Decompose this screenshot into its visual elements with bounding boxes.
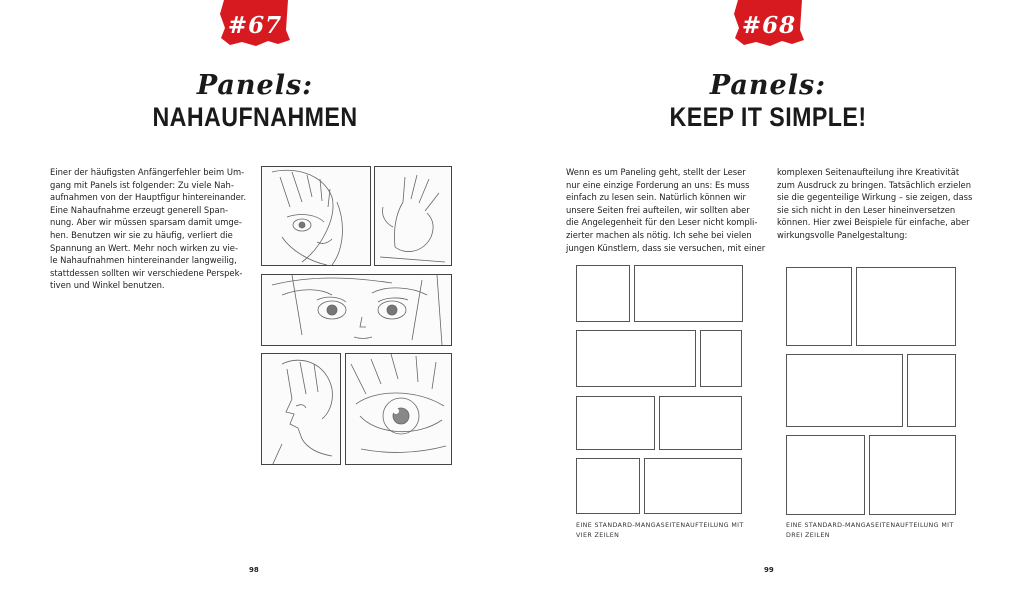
layout-panel <box>786 267 852 346</box>
text-line: sie sich nicht in den Leser hineinversetzen <box>777 204 956 215</box>
layout-panel <box>786 354 903 427</box>
layout-panel <box>856 267 956 346</box>
layout-panel <box>576 396 655 450</box>
layout-panel <box>869 435 956 515</box>
body-text <box>50 166 246 292</box>
sketch-panel-eyes <box>261 274 452 346</box>
text-line: komplexen Seitenaufteilung ihre Kreativität <box>777 167 960 177</box>
text-line: EINE STANDARD-MANGASEITENAUFTEILUNG MIT <box>786 522 954 529</box>
text-line: Wenn es um Paneling geht, stellt der Leser <box>566 167 746 177</box>
text-line: VIER ZEILEN <box>576 532 620 539</box>
page-title: KEEP IT SIMPLE! <box>669 102 867 132</box>
sketch-panel-face-closeup <box>261 166 371 266</box>
sketch-panel-profile <box>261 353 341 465</box>
text-line: DREI ZEILEN <box>786 532 830 539</box>
right-page <box>510 0 1020 599</box>
page-title-script: Panels: <box>709 70 827 101</box>
body-text-column-2 <box>777 166 972 242</box>
layout-panel <box>786 435 865 515</box>
caption-four-rows <box>576 521 744 541</box>
text-line: le Nahaufnahmen hintereinander langweilig, <box>50 255 237 266</box>
text-line: nung. Aber wir müssen sparsam damit umge- <box>50 217 242 228</box>
text-line: Eine Nahaufnahme erzeugt generell Span- <box>50 204 229 215</box>
text-line: jungen Künstlern, dass sie versuchen, mit einer <box>566 242 766 253</box>
layout-panel <box>644 458 742 514</box>
text-line: wirkungsvolle Panelgestaltung: <box>777 229 908 240</box>
layout-panel <box>634 265 743 322</box>
sketch-panel-hand <box>374 166 452 266</box>
text-line: einfach zu lesen sein. Natürlich können wir <box>566 192 746 203</box>
text-line: die Angelegenheit für den Leser nicht kompli- <box>566 217 758 228</box>
text-line: Spannung an Wert. Mehr noch wirken zu vie- <box>50 242 238 253</box>
layout-panel <box>576 330 696 387</box>
layout-panel <box>576 458 640 514</box>
page-number: 99 <box>764 566 774 574</box>
layout-panel <box>576 265 630 322</box>
page-title-script: Panels: <box>196 70 314 101</box>
text-line: EINE STANDARD-MANGASEITENAUFTEILUNG MIT <box>576 522 744 529</box>
text-line: nur eine einzige Forderung an uns: Es muss <box>566 179 750 190</box>
text-line: aufnahmen von der Hauptfigur hintereinander. <box>50 192 247 203</box>
text-line: zierter machen als nötig. Ich sehe bei vielen <box>566 229 752 240</box>
text-line: hen. Benutzen wir sie zu häufig, verliert die <box>50 229 233 240</box>
text-line: Einer der häufigsten Anfängerfehler beim Um- <box>50 167 245 177</box>
text-line: gang mit Panels ist folgender: Zu viele Nah- <box>50 179 234 190</box>
sketch-panel-eye-closeup <box>345 353 452 465</box>
tip-badge-68 <box>732 0 806 48</box>
badge-number: #68 <box>741 12 797 39</box>
page-number: 98 <box>249 566 259 574</box>
layout-panel <box>907 354 956 427</box>
text-line: sie die gegenteilige Wirkung – sie zeigen, dass <box>777 192 973 203</box>
caption-three-rows <box>786 521 954 541</box>
page-title: NAHAUFNAHMEN <box>152 102 358 132</box>
text-line: tiven und Winkel benutzen. <box>50 280 165 291</box>
body-text-column-1 <box>566 166 765 254</box>
tip-badge-67 <box>218 0 292 48</box>
text-line: können. Hier zwei Beispiele für einfache, aber <box>777 217 970 228</box>
text-line: zum Ausdruck zu bringen. Tatsächlich erzielen <box>777 179 972 190</box>
layout-panel <box>659 396 742 450</box>
badge-number: #67 <box>227 12 283 39</box>
text-line: unsere Seiten frei aufteilen, wir sollten aber <box>566 204 750 215</box>
layout-panel <box>700 330 742 387</box>
text-line: stattdessen sollten wir verschiedene Perspek- <box>50 267 243 278</box>
